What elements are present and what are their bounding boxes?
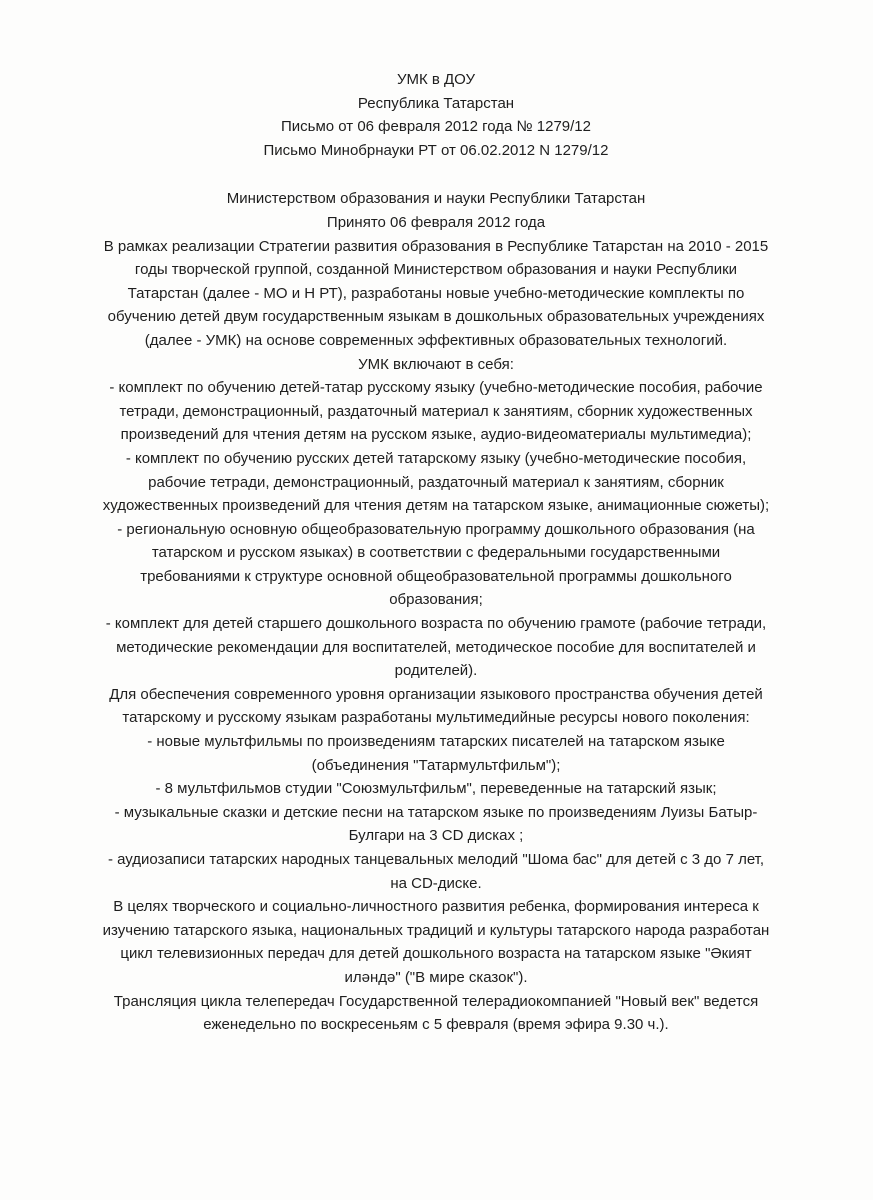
region-line: Республика Татарстан	[357, 94, 515, 112]
umk-item: - комплект по обучению русских детей татарскому языку (учебно-методические пособия, рабочие тетради, демонстрационный, раздаточный материал к занятиям, сборник художественных произведений для чтения детям на татарском языке, анимационные сюжеты);	[102, 449, 770, 515]
media-item: - новые мультфильмы по произведениям татарских писателей на татарском языке (объединения "Татармультфильм");	[147, 733, 725, 774]
letter-line-2: Письмо Минобрнауки РТ от 06.02.2012 N 1279/12	[263, 141, 609, 159]
issuer-ministry: Министерством образования и науки Республики Татарстан	[226, 190, 646, 208]
intro-paragraph: В рамках реализации Стратегии развития образования в Республике Татарстан на 2010 - 2015 годы творческой группой, созданной Министерством образования и науки Республики Татарстан (далее - МО и Н РТ), разработаны новые учебно-методические комплекты по обучению детей двум государственным языкам в дошкольных образовательных учреждениях (далее - УМК) на основе современных эффективных образовательных технологий.	[103, 237, 769, 349]
umk-heading: УМК включают в себя:	[358, 355, 514, 373]
media-item: - 8 мультфильмов студии "Союзмультфильм", переведенные на татарский язык;	[155, 780, 717, 798]
media-item: - музыкальные сказки и детские песни на татарском языке по произведениям Луизы Батыр-Булгари на 3 CD дисках ;	[114, 803, 758, 845]
letter-line-1: Письмо от 06 февраля 2012 года № 1279/12	[280, 118, 591, 136]
umk-item: - комплект по обучению детей-татар русскому языку (учебно-методические пособия, рабочие тетради, демонстрационный, раздаточный материал к занятиям, сборник художественных произведений для чтения детям на русском языке, аудио-видеоматериалы мультимедиа);	[109, 379, 763, 444]
document-body	[100, 68, 772, 1037]
document-title: УМК в ДОУ	[396, 71, 476, 88]
umk-item: - комплект для детей старшего дошкольного возраста по обучению грамоте (рабочие тетради, методические рекомендации для воспитателей, методическое пособие для воспитателей и родителей).	[105, 615, 767, 680]
media-item: - аудиозаписи татарских народных танцевальных мелодий "Шома бас" для детей с 3 до 7 лет, на CD-диске.	[107, 851, 765, 892]
issuer-accepted: Принято 06 февраля 2012 года	[326, 213, 546, 231]
tv-paragraph: В целях творческого и социально-личностного развития ребенка, формирования интереса к изучению татарского языка, национальных традиций и культуры татарского народа разработан цикл телевизионных передач для детей дошкольного возраста на татарском языке "Әкият иләндә" ("В мире сказок").	[102, 898, 770, 986]
media-intro: Для обеспечения современного уровня организации языкового пространства обучения детей татарскому и русскому языкам разработаны мультимедийные ресурсы нового поколения:	[109, 685, 763, 727]
umk-item: - региональную основную общеобразовательную программу дошкольного образования (на татарском и русском языках) в соответствии с федеральными государственными требованиями к структуре основной общеобразовательной программы дошкольного образования;	[117, 520, 755, 609]
broadcast-paragraph: Трансляция цикла телепередач Государственной телерадиокомпанией "Новый век" ведется еженедельно по воскресеньям с 5 февраля (время эфира 9.30 ч.).	[113, 992, 759, 1034]
